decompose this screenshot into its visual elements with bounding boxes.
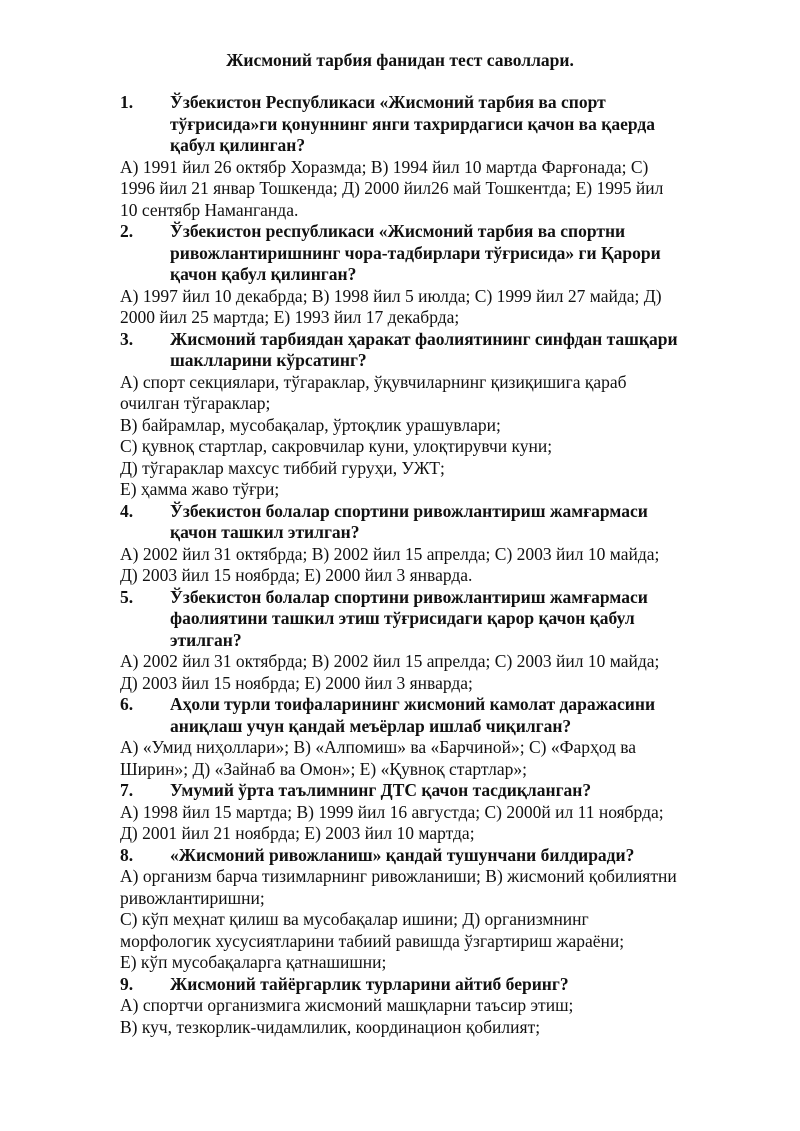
answer-options: В) куч, тезкорлик-чидамлилик, координацион қобилият; (120, 1016, 541, 1037)
question-number: 9. (120, 973, 134, 994)
question-heading (120, 329, 680, 372)
answer-options: А) 1998 йил 15 мартда; В) 1999 йил 16 августда; С) 2000й ил 11 ноябрда; Д) 2001 йил 21 ноябрда; Е) 2003 йил 10 мартда; (120, 801, 664, 843)
answer-options: В) байрамлар, мусобақалар, ўртоқлик урашувлари; (120, 414, 501, 435)
answer-options: Д) тўгараклар махсус тиббий гуруҳи, УЖТ; (120, 457, 445, 478)
question-block (120, 92, 680, 221)
question-text: Ўзбекистон республикаси «Жисмоний тарбия ва спортни ривожлантиришнинг чора-тадбирлари тўғрисида» ги Қарори қачон қабул қилинган? (170, 221, 661, 284)
question-heading (120, 845, 680, 867)
question-block (120, 501, 680, 587)
answer-options: А) спортчи организмига жисмоний машқларни таъсир этиш; (120, 995, 574, 1015)
question-text: Умумий ўрта таълимнинг ДТС қачон тасдиқланган? (170, 780, 592, 800)
question-text: Аҳоли турли тоифаларининг жисмоний камолат даражасини аниқлаш учун қандай меъёрлар ишлаб чиқилган? (170, 694, 656, 736)
question-block (120, 587, 680, 695)
question-heading (120, 221, 680, 286)
question-text: Ўзбекистон болалар спортини ривожлантириш жамғармаси фаолиятини ташкил этиш тўғрисидаги қарор қачон қабул этилган? (170, 586, 648, 650)
page-title: Жисмоний тарбия фанидан тест саволлари. (226, 50, 574, 70)
answer-options: А) «Умид ниҳоллари»; В) «Алпомиш» ва «Барчиной»; С) «Фарҳод ва Ширин»; Д) «Зайнаб ва Омон»; Е) «Қувноқ стартлар»; (120, 737, 637, 779)
question-text: Жисмоний тайёргарлик турларини айтиб беринг? (170, 973, 569, 994)
question-number: 7. (120, 780, 134, 800)
question-block (120, 694, 680, 780)
answer-options: А) 2002 йил 31 октябрда; В) 2002 йил 15 апрелда; С) 2003 йил 10 майда; Д) 2003 йил 15 ноябрда; Е) 2000 йил 3 январда; (120, 651, 660, 693)
answer-options: Е) ҳамма жаво тўғри; (120, 479, 280, 499)
answer-options: Е) кўп мусобақаларга қатнашишни; (120, 952, 387, 972)
question-heading (120, 92, 680, 157)
answer-options: А) спорт секциялари, тўгараклар, ўқувчиларнинг қизиқишига қараб очилган тўгараклар; (120, 371, 627, 413)
question-text: Жисмоний тарбиядан ҳаракат фаолиятининг синфдан ташқари шаклларини кўрсатинг? (170, 328, 678, 370)
question-heading (120, 974, 680, 996)
question-text: Ўзбекистон Республикаси «Жисмоний тарбия ва спорт тўғрисида»ги қонуннинг янги тахрирдагиси қачон ва қаерда қабул қилинган? (170, 92, 655, 155)
answer-options: А) 1997 йил 10 декабрда; В) 1998 йил 5 июлда; С) 1999 йил 27 майда; Д) 2000 йил 25 мартда; Е) 1993 йил 17 декабрда; (120, 285, 662, 327)
answer-options: Д) 2003 йил 15 ноябрда; Е) 2000 йил 3 январда. (120, 565, 473, 585)
question-block (120, 329, 680, 501)
question-block (120, 974, 680, 1039)
answer-options: С) кўп меҳнат қилиш ва мусобақалар ишини; Д) организмнинг морфологик хусусиятларини табиий равишда ўзгартириш жараёни; (120, 909, 625, 951)
question-text: «Жисмоний ривожланиш» қандай тушунчани билдиради? (170, 844, 635, 865)
question-number: 5. (120, 586, 134, 607)
question-heading (120, 501, 680, 544)
question-heading (120, 587, 680, 652)
answer-options: А) 2002 йил 31 октябрда; В) 2002 йил 15 апрелда; С) 2003 йил 10 майда; (120, 543, 660, 564)
question-block (120, 780, 680, 845)
answer-options: А) организм барча тизимларнинг ривожланиши; В) жисмоний қобилиятни ривожлантиришни; (120, 866, 677, 908)
question-number: 8. (120, 844, 134, 865)
answer-options: А) 1991 йил 26 октябр Хоразмда; В) 1994 йил 10 мартда Фарғонада; С) 1996 йил 21 январ Тошкенда; Д) 2000 йил26 май Тошкентда; Е) 1995 йил 10 сентябр Наманганда. (120, 156, 664, 220)
question-number: 4. (120, 500, 134, 521)
answer-options: С) қувноқ стартлар, сакровчилар куни, улоқтирувчи куни; (120, 436, 553, 456)
question-number: 2. (120, 221, 134, 241)
question-number: 3. (120, 328, 134, 349)
question-heading (120, 694, 680, 737)
question-list (120, 92, 680, 1038)
question-number: 1. (120, 92, 134, 112)
question-block (120, 221, 680, 329)
question-heading (120, 780, 680, 802)
question-number: 6. (120, 694, 134, 714)
question-text: Ўзбекистон болалар спортини ривожлантириш жамғармаси қачон ташкил этилган? (170, 500, 648, 542)
question-block (120, 845, 680, 974)
